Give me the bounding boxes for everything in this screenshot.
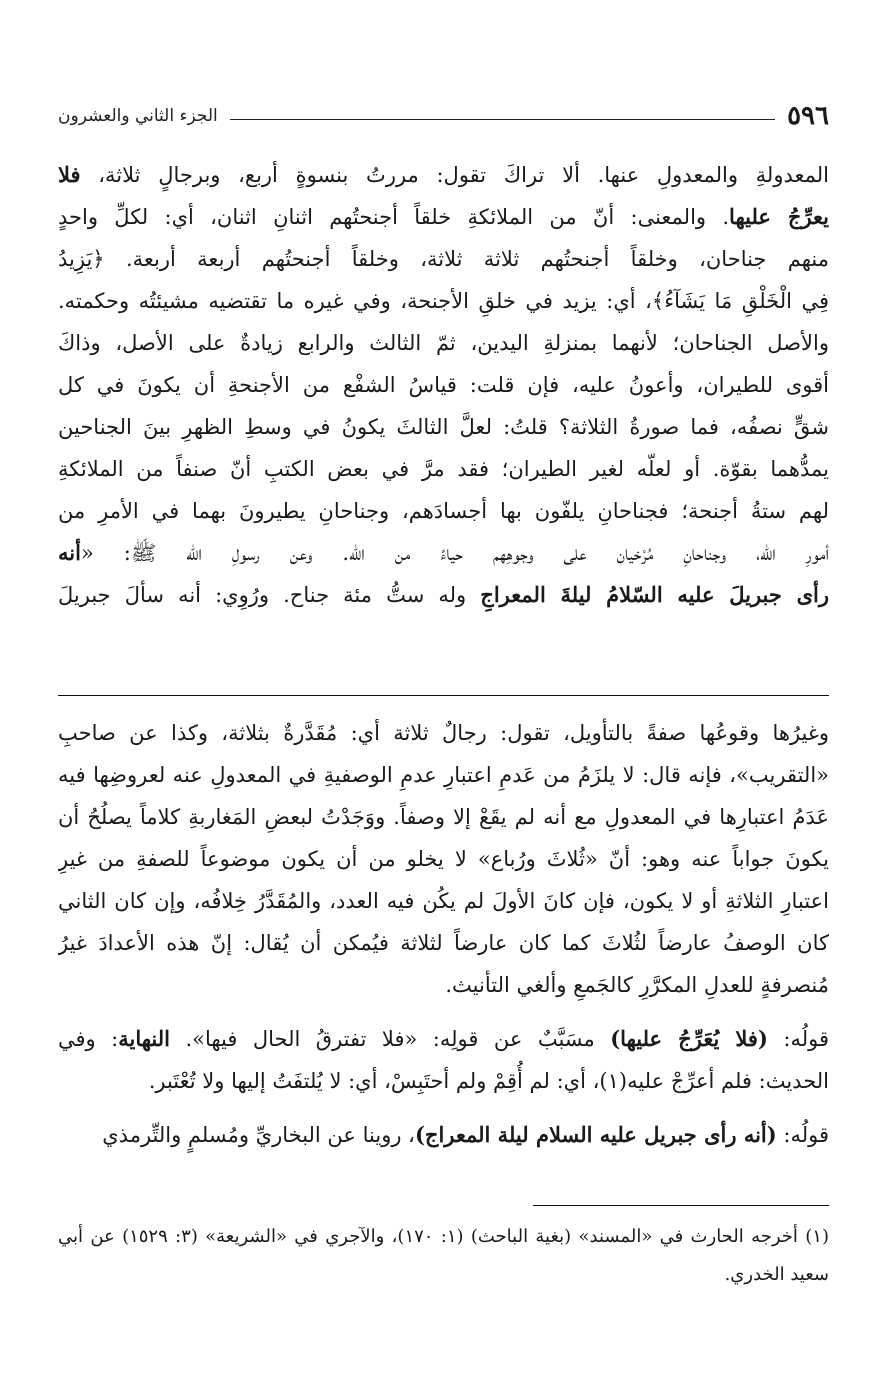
page-number: ٥٩٦ — [787, 101, 829, 131]
text-line — [58, 574, 829, 616]
text-span: أمورِ الله، وجناحانِ مُرْخيان على وجوهِهم حياءً من الله. وعن رسولِ الله ﷺ: « — [80, 541, 829, 565]
text-line — [58, 880, 829, 922]
text-span: ، روينا عن البخاريِّ ومُسلمٍ والتِّرمذي — [102, 1123, 415, 1147]
text-line — [58, 490, 829, 532]
text-line — [58, 154, 829, 196]
text-line — [58, 280, 829, 322]
text-span: المعدولةِ والمعدولِ عنها. ألا تراكَ تقول: مررتُ بنسوةٍ أربع، وبرجالٍ ثلاثة، — [80, 163, 829, 187]
bold-phrase: (فلا يُعَرِّجُ عليها) — [610, 1026, 768, 1051]
text-span: يكونَ جواباً عنه وهو: أنّ «ثُلاثَ ورُباع» لا يخلو من أن يكون موضوعاً للصفةِ من غيرِ — [58, 847, 829, 871]
text-span: قولُه: — [776, 1123, 829, 1147]
text-span: والأصل الجناحان؛ لأنهما بمنزلةِ اليدين، ثمّ الثالث والرابع زيادةٌ على الأصل، وذاكَ — [58, 331, 829, 355]
text-span: «التقريب»، فإنه قال: لا يلزَمُ من عَدمِ اعتبارِ عدمِ الوصفيةِ في المعدولِ عنه لعروضِها فيه — [58, 763, 829, 787]
bold-phrase: يعرِّجُ عليها — [729, 204, 829, 229]
bold-phrase: فلا — [58, 162, 81, 187]
text-line — [58, 406, 829, 448]
text-line — [58, 196, 829, 238]
page-header — [58, 96, 829, 136]
text-line — [58, 1218, 829, 1256]
bold-phrase: النهاية — [118, 1026, 170, 1051]
text-line — [58, 796, 829, 838]
text-line — [58, 238, 829, 280]
text-span: شقٍّ نصفُه، فما صورةُ الثلاثة؟ قلتُ: لعلَّ الثالثَ يكونُ في وسطِ الظهرِ بينَ الجناحين — [58, 415, 829, 439]
header-rule — [230, 119, 775, 120]
text-line — [58, 712, 829, 754]
running-title: الجزء الثاني والعشرون — [58, 106, 218, 126]
text-span: مسَبَّبٌ عن قولِه: «فلا تفترقُ الحال فيها». — [169, 1027, 611, 1051]
text-line — [58, 922, 829, 964]
text-span: منهم جناحان، وخلقاً أجنحتُهم ثلاثة ثلاثة، وخلقاً أجنحتُهم أربعة أربعة. ﴿يَزِيدُ — [58, 247, 829, 271]
commentary-text — [58, 712, 829, 1156]
section-divider — [58, 695, 829, 696]
text-span: أقوى للطيران، وأعونُ عليه، فإن قلت: قياسُ الشفْع من الأجنحةِ أن يكونَ في كل — [58, 373, 829, 397]
text-span: لهم ستةُ أجنحة؛ فجناحانِ يلفّون بها أجسادَهم، وجناحانِ يطيرونَ بهما في الأمرِ من — [58, 499, 829, 523]
footnote-rule — [533, 1205, 829, 1206]
bold-phrase: رأى جبريلَ عليه السّلامُ ليلةَ المعراجِ — [480, 582, 829, 607]
text-span: قولُه: — [767, 1027, 829, 1051]
footnotes — [58, 1218, 829, 1294]
text-span: . والمعنى: أنّ من الملائكةِ خلقاً أجنحتُهم اثنانِ اثنان، أي: لكلِّ واحدٍ — [58, 205, 730, 229]
text-span: وله ستُّ مئة جناح. ورُوِي: أنه سألَ جبريلَ — [58, 583, 481, 607]
text-line — [58, 448, 829, 490]
text-span: وغيرُها وقوعُها صفةً بالتأويل، تقول: رجالٌ ثلاثة أي: مُقَدَّرةٌ بثلاثة، وكذا عن صاحبِ — [58, 721, 829, 745]
text-line — [58, 1060, 829, 1102]
bold-phrase: (أنه رأى جبريل عليه السلام ليلة المعراج) — [414, 1122, 777, 1147]
text-span: يمدُّهما بقوّة. أو لعلّه لغير الطيران؛ فقد مرَّ في بعض الكتبِ أنّ صنفاً من الملائكةِ — [58, 457, 829, 481]
text-line — [58, 838, 829, 880]
text-line — [58, 1256, 829, 1294]
text-span: مُنصرفةٍ للعدلِ المكرَّرِ كالجَمعِ وألغي التأنيث. — [445, 973, 829, 997]
bold-phrase: أنه — [58, 540, 81, 565]
text-line — [58, 1114, 829, 1156]
text-span: (١) أخرجه الحارث في «المسند» (بغية الباحث) (١: ١٧٠)، والآجري في «الشريعة» (٣: ١٥٢٩) عن أبي — [58, 1226, 829, 1247]
paragraph-gap — [58, 1006, 829, 1018]
text-line — [58, 322, 829, 364]
text-span: كان الوصفُ عارضاً لثُلاثَ كما كان عارضاً لثلاثة فيُمكن أن يُقال: إنّ هذه الأعدادَ غيرُ — [58, 931, 829, 955]
text-line — [58, 754, 829, 796]
text-line — [58, 1018, 829, 1060]
main-text — [58, 154, 829, 616]
text-line — [58, 964, 829, 1006]
text-line — [58, 364, 829, 406]
text-span: الحديث: فلم أعرِّجْ عليه(١)، أي: لم أُقِمْ ولم أحتَبِسْ، أي: لا يُلتفَتُ إليها ولا تُعْتَبر. — [148, 1069, 829, 1093]
text-span: سعيد الخدري. — [724, 1264, 829, 1285]
paragraph-gap — [58, 1102, 829, 1114]
text-span: : وفي — [58, 1027, 119, 1051]
text-span: اعتبارِ الثلاثةِ أو لا يكون، فإن كانَ الأولَ لم يكُن فيه العدد، والمُقَدَّرُ خِلافُه، وإن كان الثاني — [58, 889, 829, 913]
text-span: فِي الْخَلْقِ مَا يَشَآءُ﴾، أي: يزيد في خلقِ الأجنحة، وفي غيره ما تقتضيه مشيئتُه وحكمته. — [58, 289, 829, 313]
text-span: عَدَمُ اعتبارِها في المعدولِ مع أنه لم يقَعْ إلا وصفاً. ووَجَدْتُ لبعضِ المَغاربةِ كلاماً يصلُحُ أن — [58, 805, 829, 829]
text-line — [58, 532, 829, 574]
